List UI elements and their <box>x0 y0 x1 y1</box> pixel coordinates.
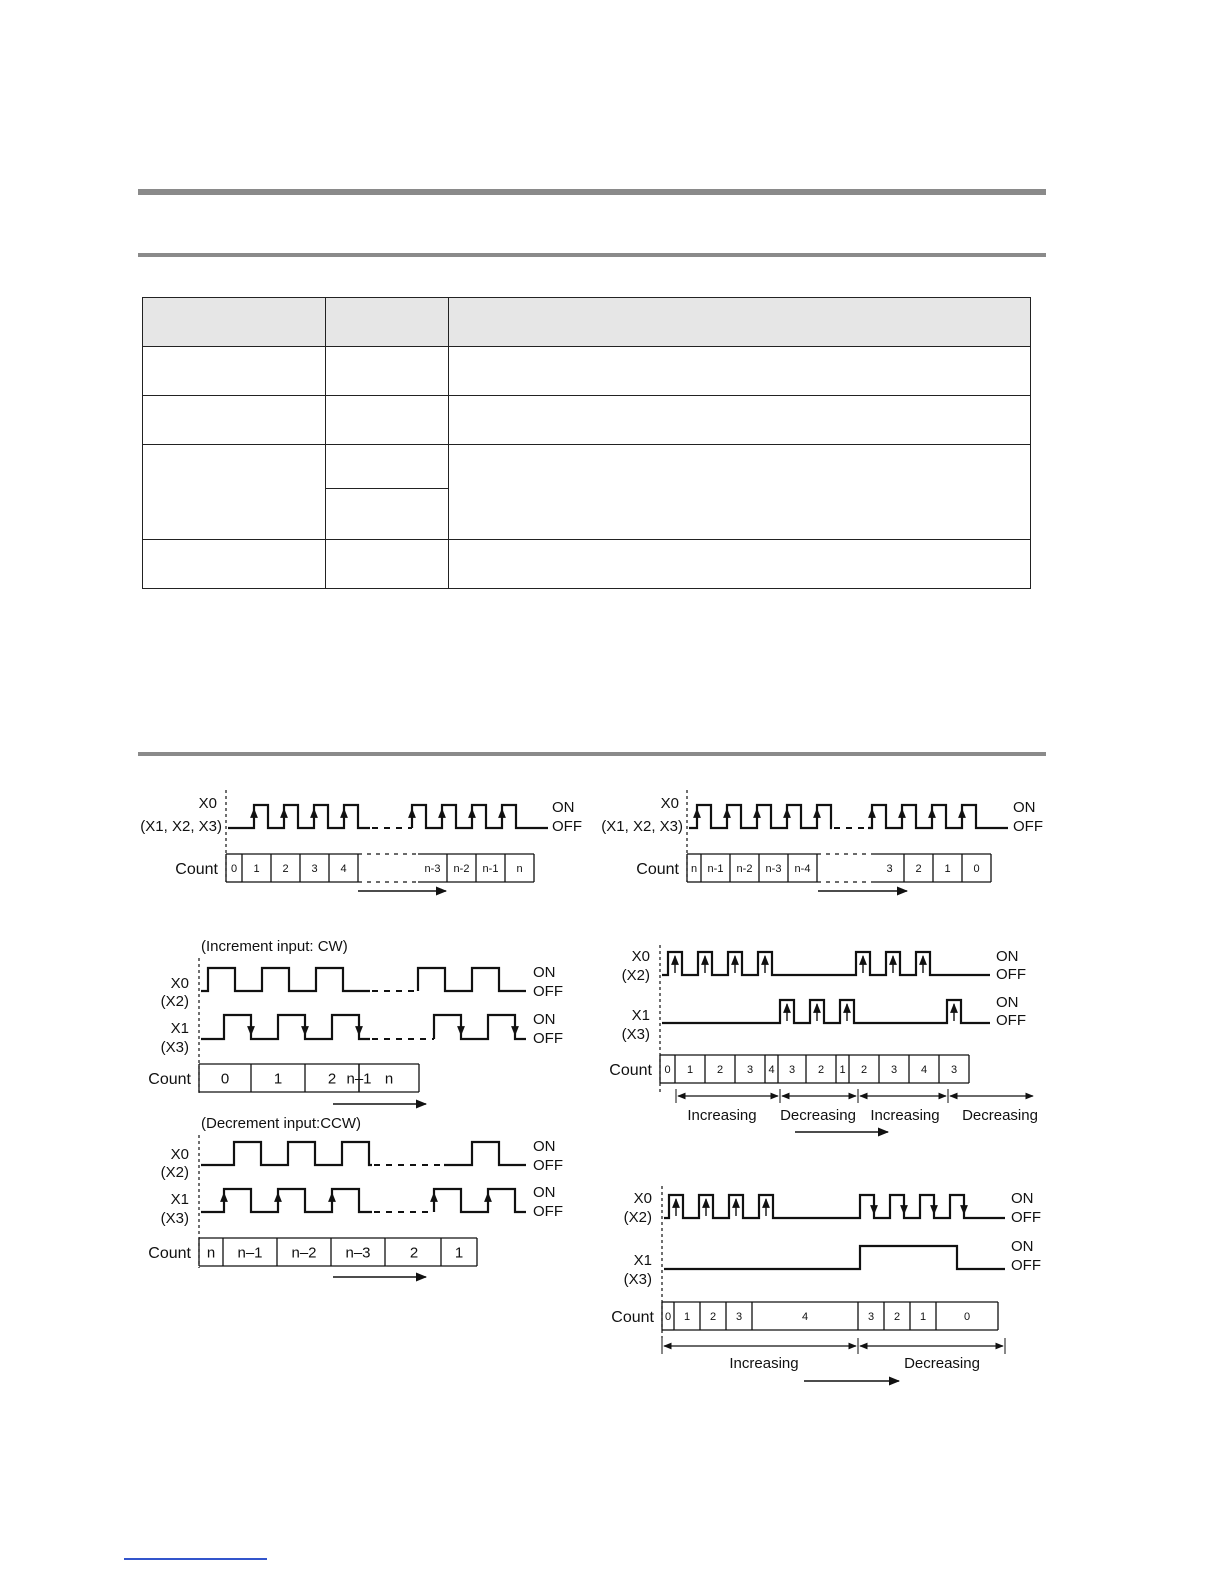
two-phase-diagram <box>609 945 1038 1132</box>
off-label: OFF <box>996 1012 1026 1029</box>
count-cell: n–1 <box>237 1244 263 1262</box>
direction-label: Increasing <box>687 1107 757 1124</box>
count-cell: n-2 <box>453 862 470 875</box>
count-cell: 2 <box>817 1063 825 1076</box>
count-cell: 4 <box>920 1063 928 1076</box>
count-label: Count <box>636 861 679 878</box>
signal-x3-label: (X3) <box>160 1210 189 1227</box>
count-cell: n-2 <box>736 862 753 875</box>
count-cell: 0 <box>664 1063 671 1076</box>
caption-decrement: (Decrement input:CCW) <box>201 1115 362 1132</box>
signal-x0-label: X0 <box>170 1146 189 1163</box>
count-cell: n-3 <box>765 862 782 875</box>
count-cell: n <box>206 1244 216 1262</box>
count-cell: 2 <box>709 1310 717 1323</box>
direction-input-diagram <box>611 1186 1041 1381</box>
count-cell: 1 <box>454 1244 464 1262</box>
on-label: ON <box>1011 1238 1034 1255</box>
pulse-waveform <box>228 805 370 828</box>
count-cell: 3 <box>886 862 893 875</box>
count-cell: 3 <box>788 1063 796 1076</box>
count-label: Count <box>175 861 218 878</box>
x0-waveform <box>201 1142 372 1165</box>
count-cell: 3 <box>735 1310 743 1323</box>
signal-x1-label: X1 <box>170 1191 189 1208</box>
count-cell: n <box>690 862 698 875</box>
x0-waveform <box>418 968 526 991</box>
signal-x0-label: X0 <box>198 795 217 812</box>
off-label: OFF <box>1011 1257 1041 1274</box>
count-cell: 1 <box>919 1310 927 1323</box>
direction-label: Decreasing <box>904 1355 980 1372</box>
on-label: ON <box>996 994 1019 1011</box>
count-cell: 2 <box>282 862 289 875</box>
direction-label: Increasing <box>870 1107 940 1124</box>
count-cell: 3 <box>890 1063 898 1076</box>
single-phase-down-diagram <box>601 790 1043 891</box>
single-phase-up-diagram <box>140 790 582 891</box>
count-cell: n <box>384 1070 394 1088</box>
count-cell: 1 <box>253 862 260 875</box>
count-cell: 4 <box>340 862 347 875</box>
x1-waveform <box>201 1015 370 1039</box>
pulse-waveform <box>868 805 1008 828</box>
count-cell: n–3 <box>345 1244 371 1262</box>
count-cell: n-3 <box>424 862 441 875</box>
signal-x0-label: X0 <box>631 948 650 965</box>
caption-increment: (Increment input: CW) <box>201 938 348 955</box>
count-cell: 2 <box>860 1063 868 1076</box>
count-cell: n-4 <box>794 862 811 875</box>
count-cell: 0 <box>963 1310 971 1323</box>
signal-x3-label: (X3) <box>621 1026 650 1043</box>
signal-x3-label: (X3) <box>623 1271 652 1288</box>
count-cell: n-1 <box>482 862 499 875</box>
pulse-waveform <box>689 805 832 828</box>
on-label: ON <box>533 1011 556 1028</box>
count-cell: 2 <box>409 1244 419 1262</box>
x1-waveform <box>434 1189 526 1212</box>
signal-x0-label: X0 <box>170 975 189 992</box>
count-cell: 3 <box>867 1310 875 1323</box>
on-label: ON <box>533 1184 556 1201</box>
signal-x1-label: X1 <box>633 1252 652 1269</box>
count-cell: 1 <box>686 1063 694 1076</box>
signal-x3-label: (X3) <box>160 1039 189 1056</box>
count-cell: 0 <box>664 1310 672 1323</box>
on-label: ON <box>533 964 556 981</box>
count-label: Count <box>609 1062 652 1079</box>
x0-waveform <box>201 968 370 991</box>
off-label: OFF <box>552 818 582 835</box>
signal-x0-alt-label: (X1, X2, X3) <box>140 818 222 835</box>
off-label: OFF <box>533 1030 563 1047</box>
on-label: ON <box>1011 1190 1034 1207</box>
count-cell: 2 <box>893 1310 901 1323</box>
off-label: OFF <box>1013 818 1043 835</box>
count-cell: 0 <box>973 862 980 875</box>
count-label: Count <box>148 1245 191 1262</box>
count-cell: 0 <box>220 1070 230 1088</box>
off-label: OFF <box>533 983 563 1000</box>
count-cell: n-1 <box>707 862 724 875</box>
count-cell: 4 <box>801 1310 809 1323</box>
count-cell: 2 <box>327 1070 337 1088</box>
x0-waveform <box>662 952 990 975</box>
x0-waveform <box>444 1142 526 1165</box>
count-cell: n–1 <box>346 1070 372 1088</box>
off-label: OFF <box>1011 1209 1041 1226</box>
count-cell: n <box>516 862 523 875</box>
count-cell: 1 <box>839 1063 846 1076</box>
signal-x1-label: X1 <box>170 1020 189 1037</box>
off-label: OFF <box>533 1203 563 1220</box>
count-label: Count <box>611 1309 654 1326</box>
signal-x2-label: (X2) <box>623 1209 652 1226</box>
count-cell: 3 <box>746 1063 754 1076</box>
direction-label: Decreasing <box>962 1107 1038 1124</box>
count-cell: 1 <box>944 862 951 875</box>
count-label: Count <box>148 1071 191 1088</box>
signal-x0-label: X0 <box>660 795 679 812</box>
x1-waveform <box>664 1246 1005 1269</box>
count-cell: 4 <box>768 1063 775 1076</box>
off-label: OFF <box>533 1157 563 1174</box>
count-cell: 2 <box>915 862 922 875</box>
on-label: ON <box>996 948 1019 965</box>
signal-x0-alt-label: (X1, X2, X3) <box>601 818 683 835</box>
signal-x2-label: (X2) <box>160 1164 189 1181</box>
on-label: ON <box>1013 799 1036 816</box>
signal-x2-label: (X2) <box>160 993 189 1010</box>
count-cell: 2 <box>716 1063 724 1076</box>
pulse-waveform <box>412 805 548 828</box>
increment-cw-diagram <box>148 938 563 1104</box>
count-cell: 3 <box>311 862 318 875</box>
count-cell: 1 <box>683 1310 691 1323</box>
signal-x0-label: X0 <box>633 1190 652 1207</box>
count-cell: 0 <box>230 862 238 875</box>
x1-waveform <box>201 1189 372 1212</box>
footer-link-underline <box>124 1558 267 1560</box>
signal-x2-label: (X2) <box>621 967 650 984</box>
on-label: ON <box>533 1138 556 1155</box>
off-label: OFF <box>996 966 1026 983</box>
x0-waveform <box>664 1195 1005 1218</box>
x1-waveform <box>662 1000 990 1023</box>
direction-label: Decreasing <box>780 1107 856 1124</box>
decrement-ccw-diagram <box>148 1115 563 1277</box>
count-cell: 1 <box>273 1070 283 1088</box>
count-cell: 3 <box>950 1063 958 1076</box>
on-label: ON <box>552 799 575 816</box>
direction-label: Increasing <box>729 1355 799 1372</box>
x1-waveform <box>434 1015 526 1039</box>
count-cell: n–2 <box>291 1244 317 1262</box>
signal-x1-label: X1 <box>631 1007 650 1024</box>
